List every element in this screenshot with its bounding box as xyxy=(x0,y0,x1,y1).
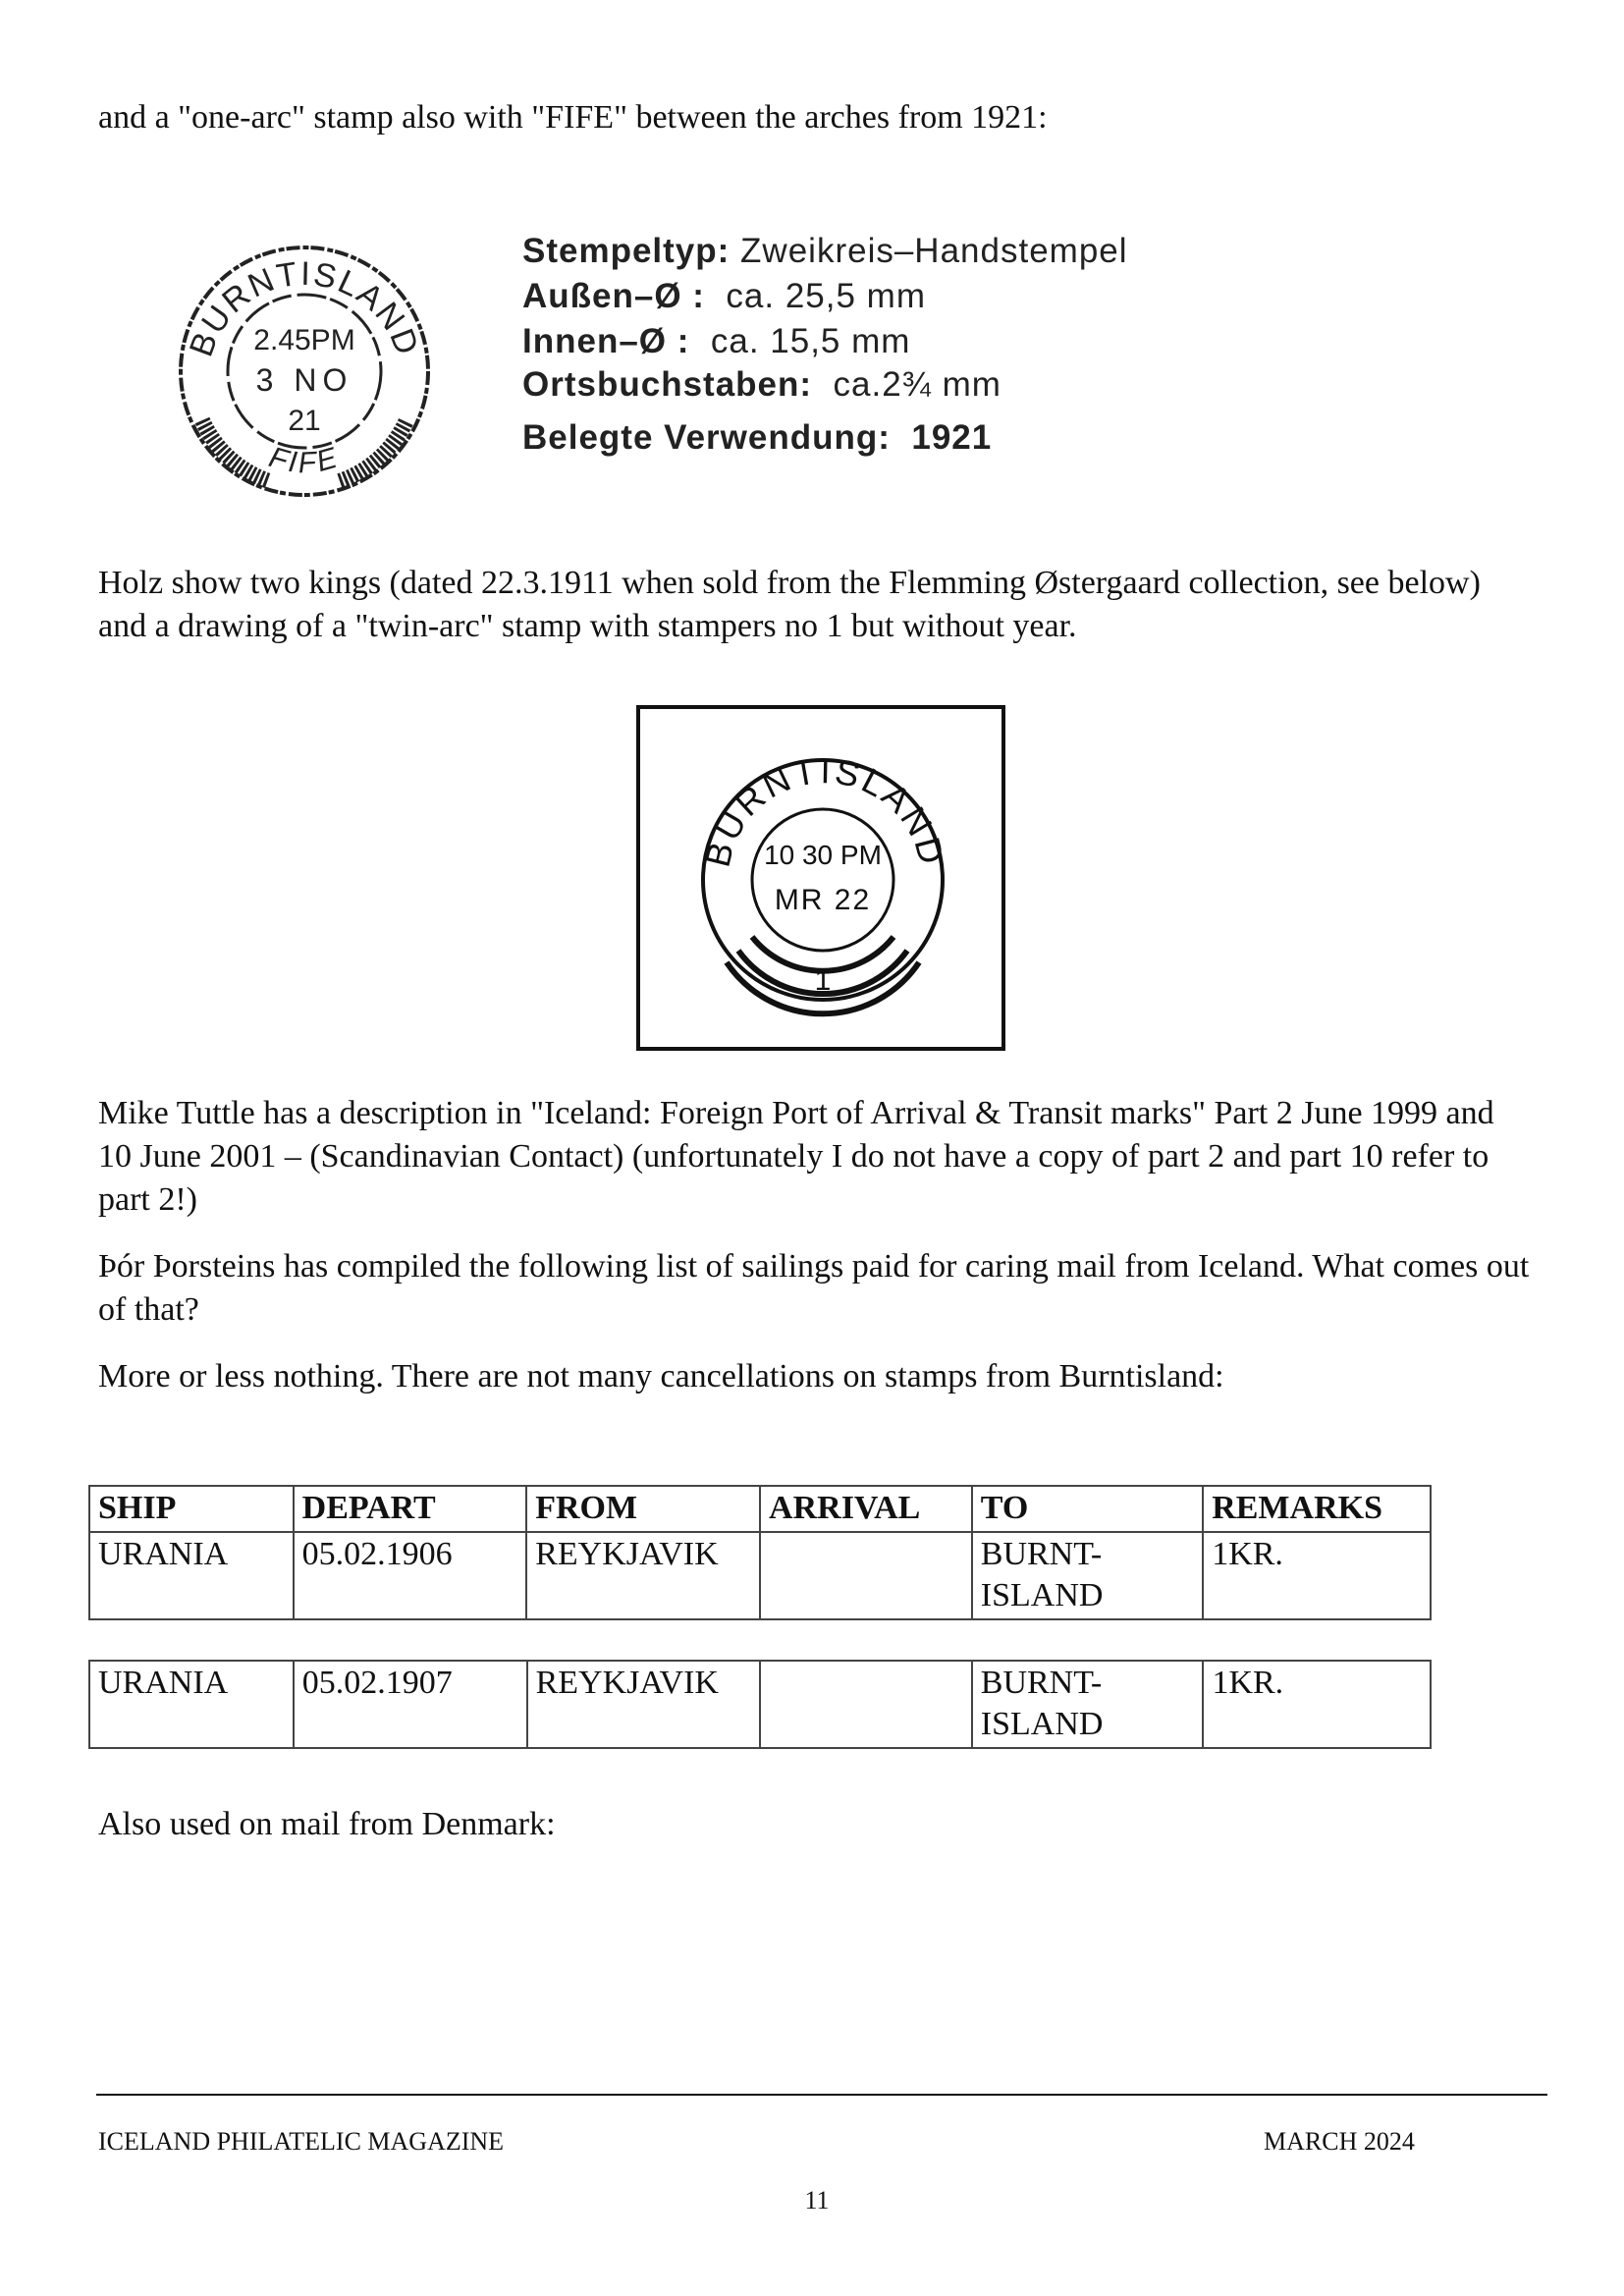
cell-ship: URANIA xyxy=(89,1661,294,1748)
cell-depart: 05.02.1906 xyxy=(294,1532,527,1619)
sailings-table-1 xyxy=(88,1485,1432,1620)
footer-magazine-title: ICELAND PHILATELIC MAGAZINE xyxy=(98,2127,505,2156)
info-row-type: Stempeltyp: Zweikreis–Handstempel xyxy=(522,232,1128,270)
cell-from: REYKJAVIK xyxy=(526,1532,760,1619)
sailings-table-2 xyxy=(88,1660,1432,1749)
info-row-outer: Außen–Ø : ca. 25,5 mm xyxy=(522,277,926,315)
cell-remarks: 1KR. xyxy=(1203,1532,1431,1619)
stamp2-place: BURNTISLAND xyxy=(696,750,953,871)
stamp1-time: 2.45PM xyxy=(253,324,355,356)
stamp1-year: 21 xyxy=(288,405,321,437)
cell-depart: 05.02.1907 xyxy=(294,1661,527,1748)
denmark-text: Also used on mail from Denmark: xyxy=(98,1806,556,1842)
stamp1-place: BURNTISLAND xyxy=(182,254,427,362)
table-row xyxy=(89,1532,1431,1619)
table-row xyxy=(89,1661,1431,1748)
stamp1-date: 3 NO xyxy=(255,362,353,398)
cell-arrival xyxy=(760,1532,972,1619)
holz-text: Holz show two kings (dated 22.3.1911 when sold from the Flemming Østergaard collection, see below) and a drawing of a "twin-arc" stamp with stampers no 1 but without year. xyxy=(98,565,1481,644)
intro-text: and a "one-arc" stamp also with "FIFE" between the arches from 1921: xyxy=(98,99,1048,136)
cell-remarks: 1KR. xyxy=(1203,1661,1431,1748)
info-row-letters: Ortsbuchstaben: ca.2¾ mm xyxy=(522,365,1001,404)
header-depart: DEPART xyxy=(294,1486,527,1532)
info-row-inner: Innen–Ø : ca. 15,5 mm xyxy=(522,322,911,360)
stamp2-time: 10 30 PM xyxy=(764,840,882,870)
header-to: TO xyxy=(972,1486,1203,1532)
stamp-twin-arc-image xyxy=(636,705,1005,1051)
header-from: FROM xyxy=(526,1486,760,1532)
info-row-usage: Belegte Verwendung: 1921 xyxy=(522,418,993,457)
stamp2-date: MR 22 xyxy=(774,884,872,916)
thor-text: Þór Þorsteins has compiled the following list of sailings paid for caring mail from Iceland. What comes out of that? xyxy=(98,1248,1530,1328)
cell-arrival xyxy=(760,1661,971,1748)
cell-from: REYKJAVIK xyxy=(527,1661,761,1748)
nothing-text: More or less nothing. There are not many cancellations on stamps from Burntisland: xyxy=(98,1358,1224,1394)
cell-to: BURNT- ISLAND xyxy=(972,1532,1203,1619)
footer-date: MARCH 2024 xyxy=(1264,2127,1415,2156)
cell-ship: URANIA xyxy=(89,1532,294,1619)
header-remarks: REMARKS xyxy=(1203,1486,1431,1532)
tuttle-text: Mike Tuttle has a description in "Iceland: Foreign Port of Arrival & Transit marks" Part 2 June 1999 and 10 June 2001 – (Scandinavian Contact) (unfortunately I do not have a copy of part 2 and part 10 refer to part 2!) xyxy=(98,1095,1494,1218)
stamp-fife-image xyxy=(167,234,442,509)
header-ship: SHIP xyxy=(89,1486,294,1532)
footer-divider xyxy=(96,2094,1547,2096)
header-arrival: ARRIVAL xyxy=(760,1486,972,1532)
stamp2-number: 1 xyxy=(814,964,832,997)
table-header-row xyxy=(89,1486,1431,1532)
stamp1-county: FIFE xyxy=(265,441,344,480)
page-number: 11 xyxy=(804,2186,830,2214)
cell-to: BURNT- ISLAND xyxy=(972,1661,1204,1748)
